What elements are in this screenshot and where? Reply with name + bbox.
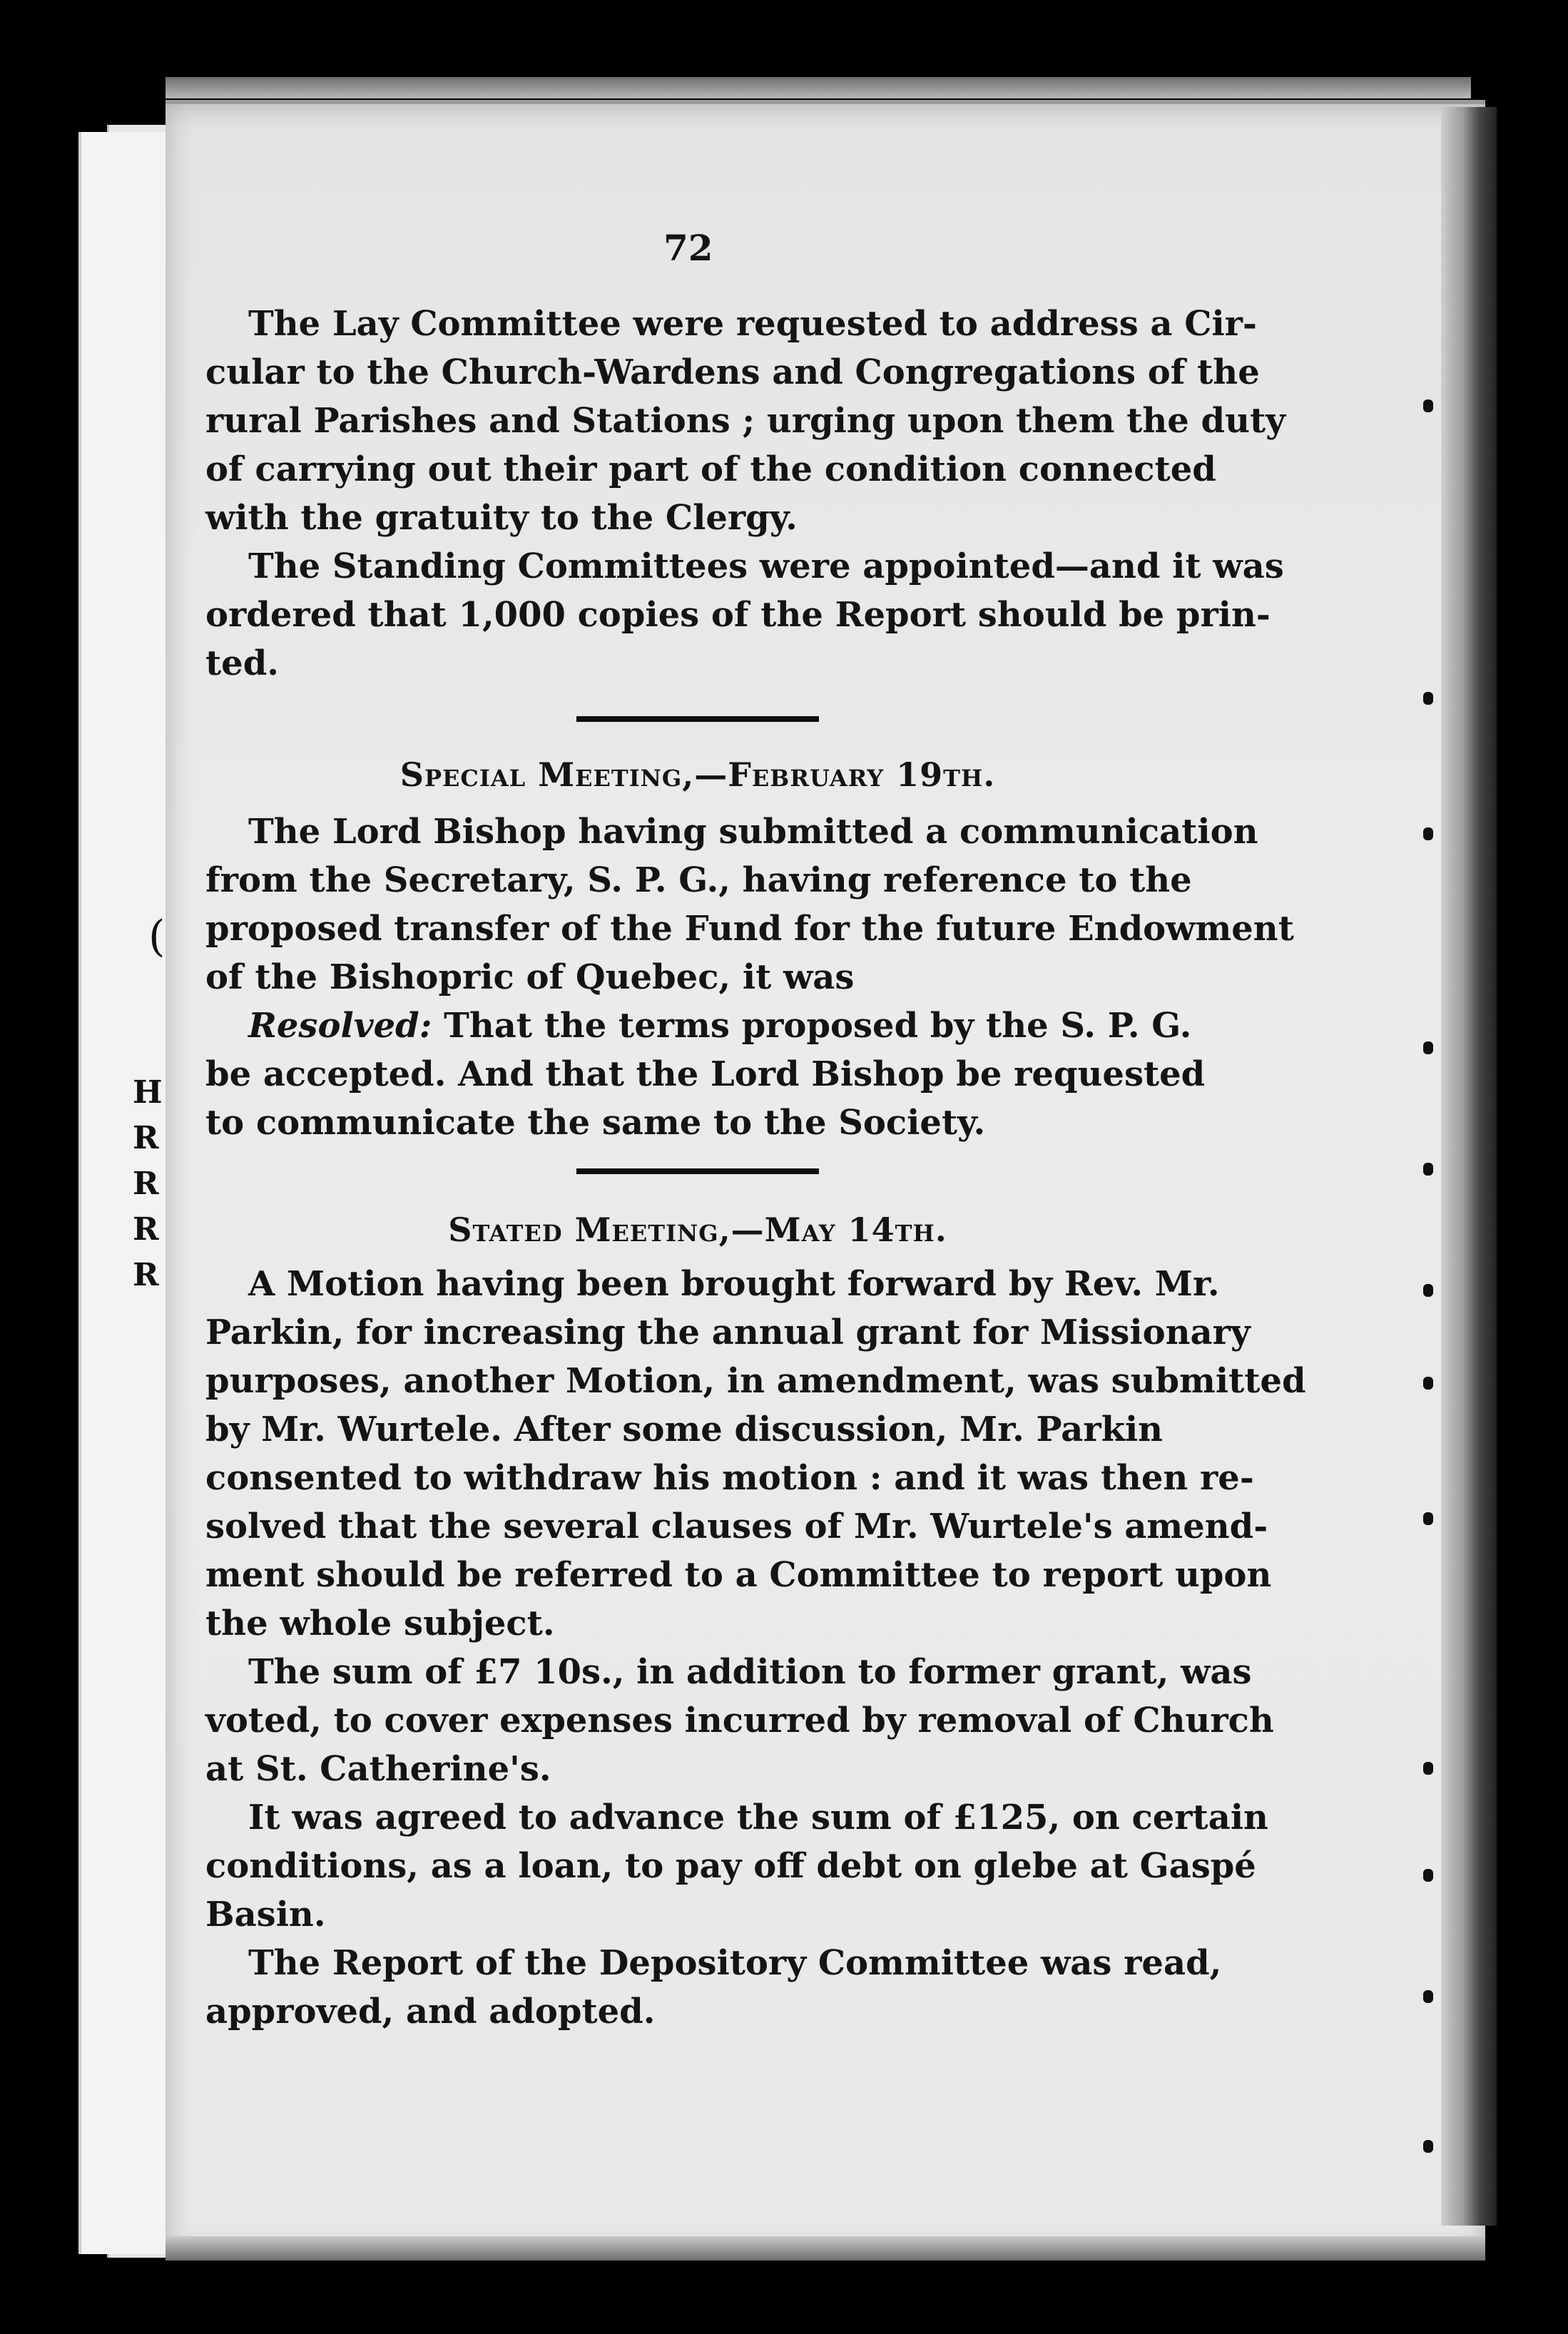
binding-mark (1423, 1284, 1433, 1297)
paragraph-resolved (205, 1002, 1206, 1147)
section-divider (576, 716, 819, 722)
binding-mark (1423, 1990, 1433, 2003)
special-meeting-heading: Special Meeting,—February 19th. (399, 755, 996, 794)
binding-mark (1423, 399, 1433, 412)
text-line: The Report of the Depository Committee was read, (248, 1943, 1222, 1983)
text-line: at St. Catherine's. (205, 1749, 551, 1789)
page-right-edge (1441, 107, 1497, 2226)
margin-letter: R (133, 1257, 159, 1293)
text-line: rural Parishes and Stations ; urging upon them the duty (205, 401, 1286, 441)
paragraph-standing-committees (205, 542, 1284, 688)
stated-meeting-heading: Stated Meeting,—May 14th. (448, 1211, 947, 1249)
text-line: purposes, another Motion, in amendment, was submitted (205, 1361, 1306, 1401)
text-line: consented to withdraw his motion : and it was then re- (205, 1458, 1254, 1498)
margin-letter: R (133, 1120, 159, 1156)
text-line: from the Secretary, S. P. G., having reference to the (205, 860, 1192, 900)
paragraph-lay-committee (205, 300, 1257, 348)
resolved-label: Resolved: (248, 1006, 432, 1046)
paragraph-lord-bishop (205, 807, 1294, 1002)
text-line: approved, and adopted. (205, 1992, 656, 2032)
page-number: 72 (663, 227, 713, 269)
binding-mark (1423, 1512, 1433, 1525)
text-line: The sum of £7 10s., in addition to former grant, was (248, 1652, 1252, 1692)
text-line: the whole subject. (205, 1604, 555, 1644)
paragraph-advance (205, 1793, 1268, 1939)
binding-mark (1423, 2140, 1433, 2153)
margin-letter: R (133, 1211, 159, 1248)
paragraph-motion (205, 1260, 1306, 1648)
page-bottom-edge (166, 2236, 1485, 2261)
margin-letter: H (133, 1074, 163, 1111)
text-line: It was agreed to advance the sum of £125, on certain (248, 1798, 1268, 1838)
text-line: to communicate the same to the Society. (205, 1103, 986, 1143)
text-line: The Standing Committees were appointed—and it was (248, 546, 1284, 586)
text-line: solved that the several clauses of Mr. Wurtele's amend- (205, 1507, 1268, 1546)
binding-mark (1423, 1041, 1433, 1054)
text-line: ment should be referred to a Committee to report upon (205, 1555, 1272, 1595)
text-line: ted. (205, 643, 279, 683)
text-line: A Motion having been brought forward by Rev. Mr. (248, 1264, 1220, 1304)
text-line: cular to the Church-Wardens and Congregations of the (205, 352, 1260, 392)
section-divider (576, 1168, 819, 1174)
text-line: of the Bishopric of Quebec, it was (205, 957, 855, 997)
text-line: The Lord Bishop having submitted a communication (248, 812, 1258, 852)
binding-mark (1423, 1377, 1433, 1390)
page-top-edge (166, 77, 1471, 98)
text-line: voted, to cover expenses incurred by removal of Church (205, 1701, 1274, 1741)
margin-letter: R (133, 1166, 159, 1202)
binding-mark (1423, 1762, 1433, 1775)
resolved-text: That the terms proposed by the S. P. G. (432, 1006, 1192, 1046)
text-line: by Mr. Wurtele. After some discussion, Mr. Parkin (205, 1410, 1164, 1449)
text-line (205, 1002, 1190, 1050)
binding-mark (1423, 1163, 1433, 1176)
binding-mark (1423, 827, 1433, 840)
paragraph-lay-committee-cont (205, 348, 1286, 542)
text-line: conditions, as a loan, to pay off debt on glebe at Gaspé (205, 1846, 1256, 1886)
text-line: Basin. (205, 1895, 326, 1935)
text-line: Parkin, for increasing the annual grant for Missionary (205, 1313, 1251, 1352)
text-line: proposed transfer of the Fund for the future Endowment (205, 909, 1294, 949)
binding-mark (1423, 1869, 1433, 1882)
text-line: ordered that 1,000 copies of the Report should be prin- (205, 595, 1271, 635)
text-line: The Lay Committee were requested to address a Cir- (248, 304, 1257, 344)
page-body (205, 300, 1306, 2036)
binding-marks (1423, 107, 1445, 2176)
text-line: be accepted. And that the Lord Bishop be requested (205, 1054, 1206, 1094)
binding-mark (1423, 692, 1433, 705)
margin-paren: ( (148, 912, 166, 962)
paragraph-sum (205, 1648, 1274, 1793)
paragraph-depository (205, 1939, 1222, 2036)
text-line: of carrying out their part of the condition connected (205, 449, 1216, 489)
text-line: with the gratuity to the Clergy. (205, 498, 798, 538)
